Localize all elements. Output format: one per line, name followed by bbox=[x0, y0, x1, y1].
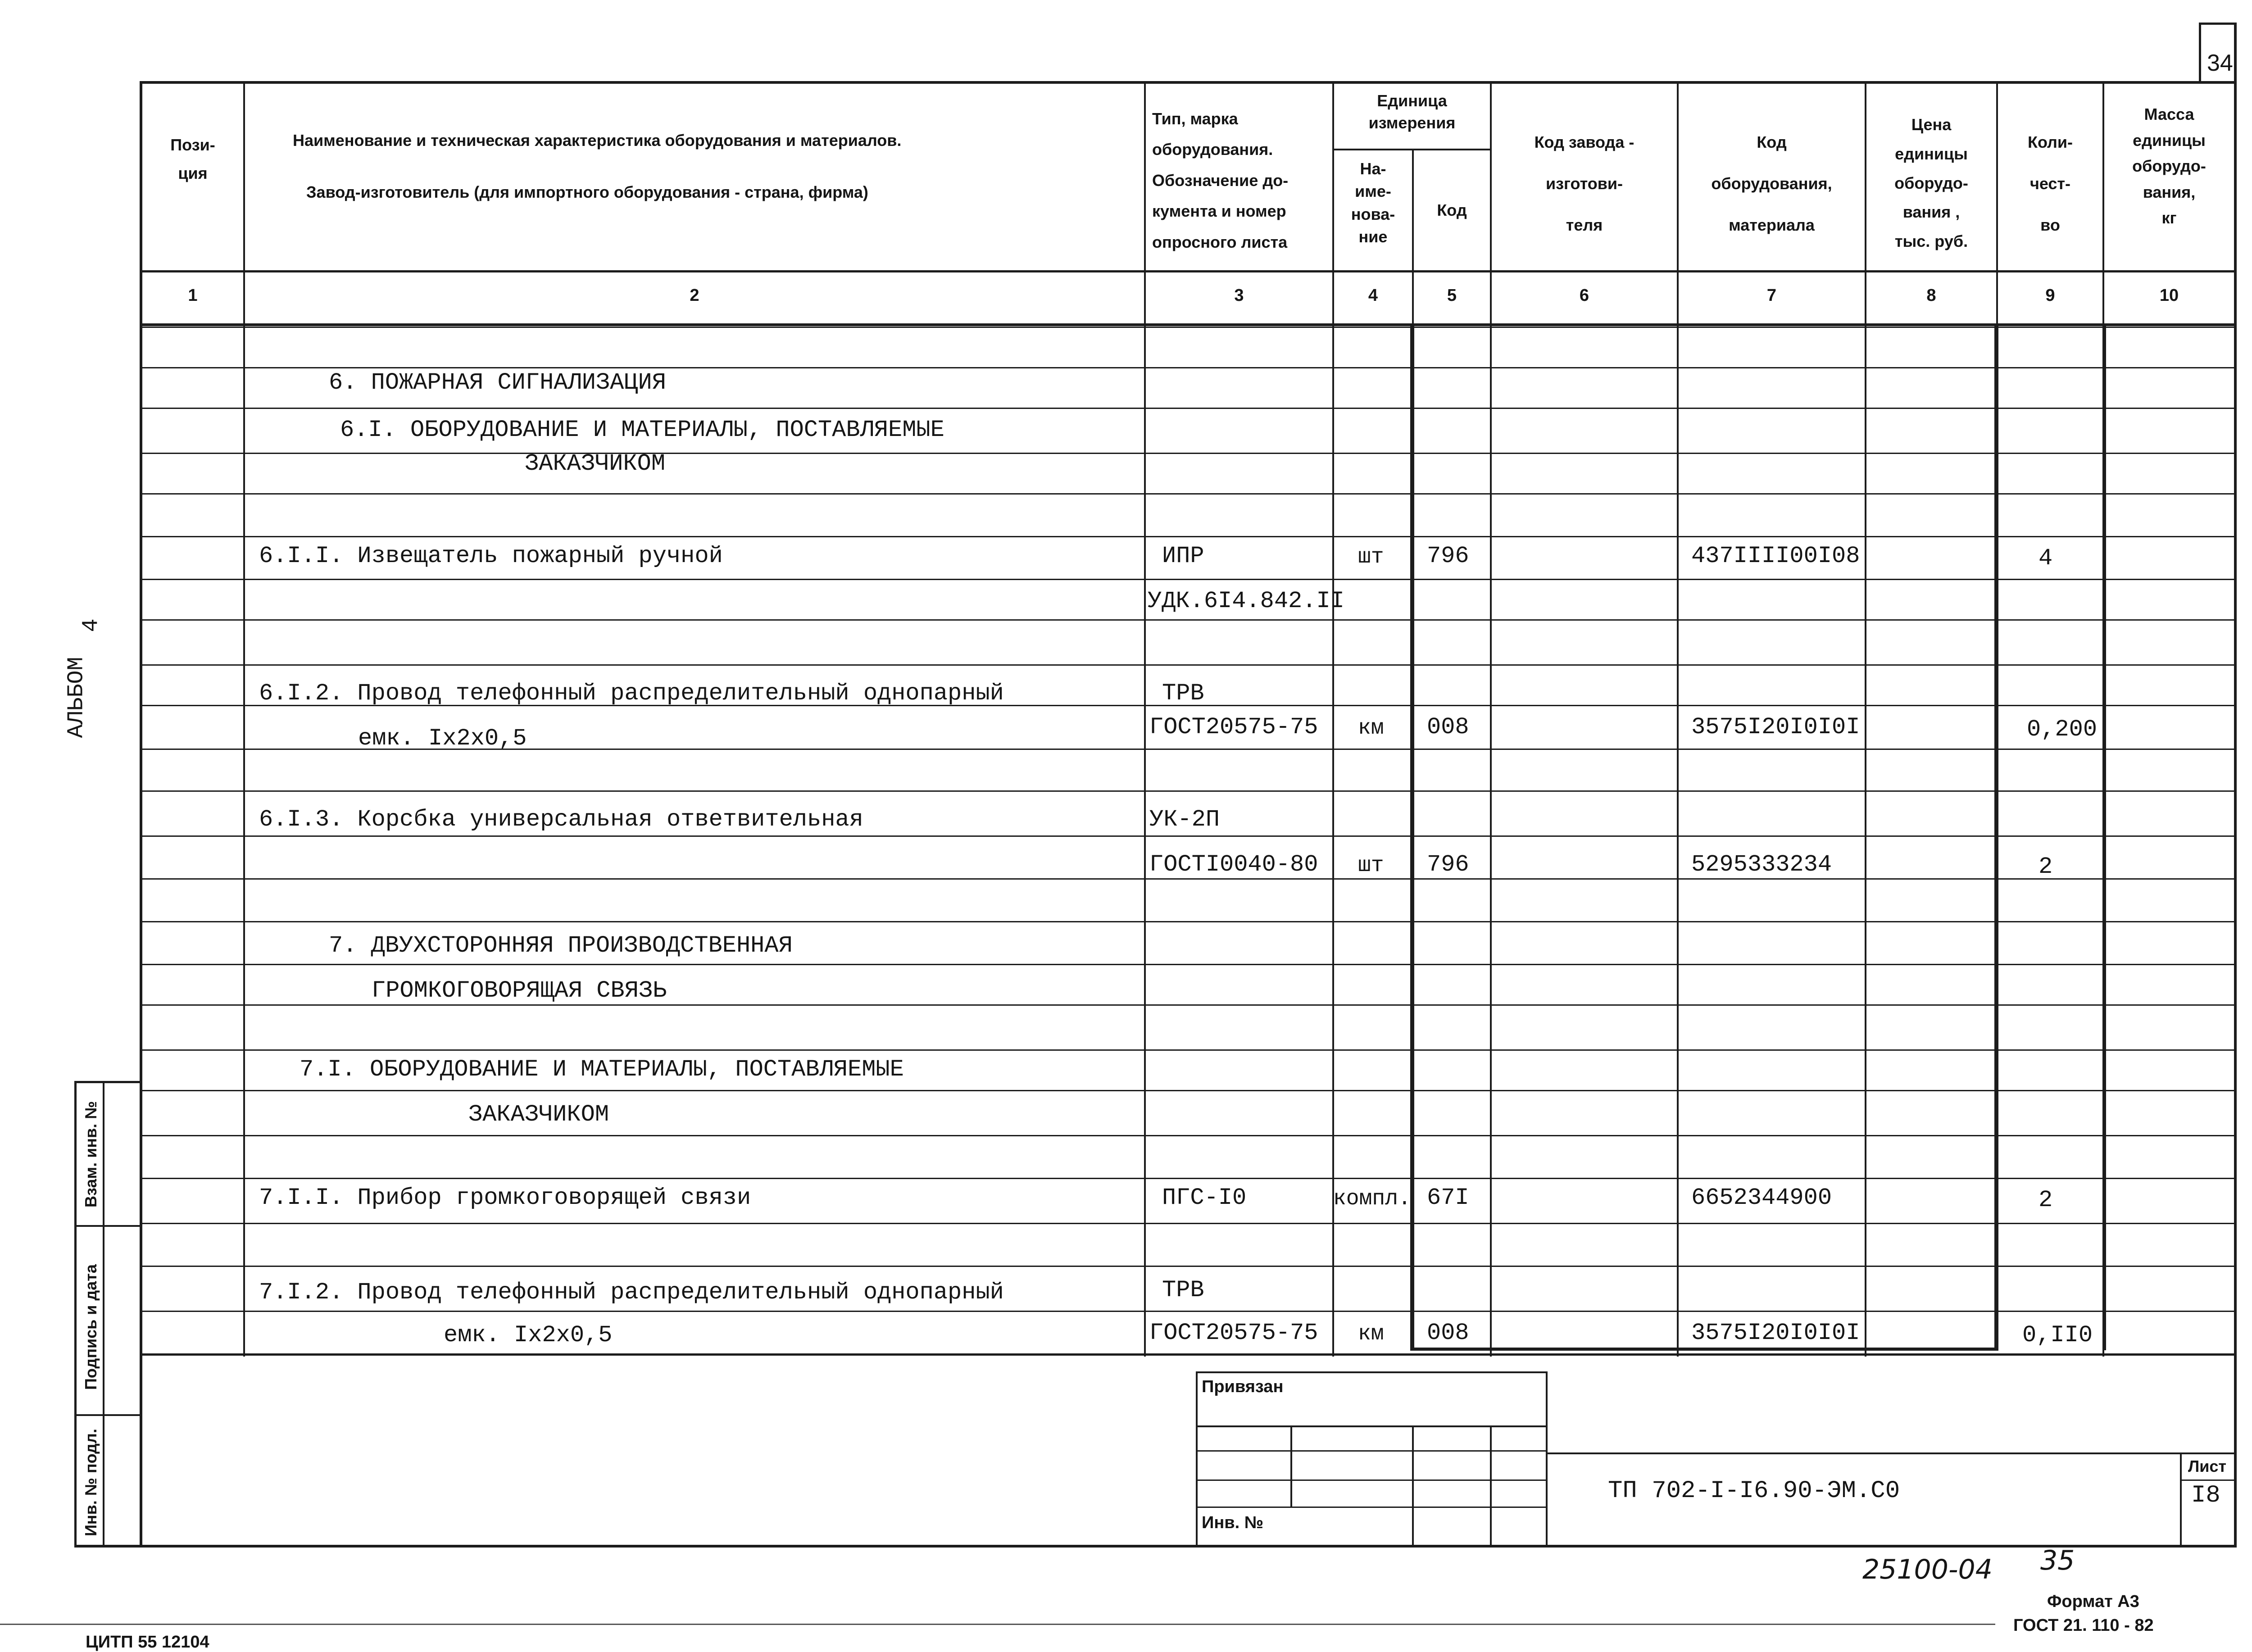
header-type-doc: Тип, марка оборудования. Обозначение до- кумента и номер опросного листа bbox=[1152, 109, 1289, 251]
header-name-line2: Завод-изготовитель (для импортного оборудования - страна, фирма) bbox=[306, 183, 868, 201]
item-name: 6.I.2. Провод телефонный распределительный однопарный bbox=[259, 680, 1004, 707]
page-number: 34 bbox=[2207, 50, 2233, 76]
album-number: 4 bbox=[78, 618, 104, 632]
handwritten-page: 35 bbox=[2040, 1545, 2075, 1576]
item-quantity: 2 bbox=[2039, 1187, 2053, 1213]
item-doc: ГОСТ20575-75 bbox=[1149, 714, 1318, 740]
section-7-1-title-line2: ЗАКАЗЧИКОМ bbox=[468, 1101, 609, 1128]
item-type: ТРВ bbox=[1162, 1277, 1204, 1303]
item-name: 6.I.I. Извещатель пожарный ручной bbox=[259, 543, 723, 569]
item-type: ТРВ bbox=[1162, 680, 1204, 707]
item-doc: ГОСТ20575-75 bbox=[1149, 1320, 1318, 1346]
item-code: 437IIII00I08 bbox=[1691, 543, 1860, 569]
header-equipment-code: Код оборудования, материала bbox=[1711, 133, 1832, 234]
item-name: 6.I.3. Корсбка универсальная ответвительная bbox=[259, 806, 863, 833]
header-unit-code: Код bbox=[1437, 201, 1467, 219]
item-code: 3575I20I0I0I bbox=[1691, 1320, 1860, 1346]
column-number: 8 bbox=[1926, 286, 1936, 305]
column-number: 9 bbox=[2045, 286, 2055, 305]
column-number: 5 bbox=[1447, 286, 1457, 305]
header-name-line1: Наименование и техническая характеристика оборудования и материалов. bbox=[293, 131, 902, 150]
item-unit: шт bbox=[1358, 545, 1384, 569]
item-type: ИПР bbox=[1162, 543, 1204, 569]
item-type: УК-2П bbox=[1149, 806, 1220, 833]
item-name: 7.I.2. Провод телефонный распределительный однопарный bbox=[259, 1279, 1004, 1306]
column-number: 3 bbox=[1234, 286, 1244, 305]
header-position: Пози- ция bbox=[170, 136, 215, 182]
privyazan-label: Привязан bbox=[1202, 1377, 1284, 1396]
section-7-title-line2: ГРОМКОГОВОРЯЩАЯ СВЯЗЬ bbox=[372, 977, 667, 1004]
item-unit-code: 008 bbox=[1427, 1320, 1469, 1346]
gost-label: ГОСТ 21. 110 - 82 bbox=[2013, 1616, 2154, 1635]
section-6-1-title-line2: ЗАКАЗЧИКОМ bbox=[525, 450, 666, 477]
item-quantity: 4 bbox=[2039, 545, 2053, 572]
column-number: 10 bbox=[2159, 286, 2179, 305]
section-6-title: 6. ПОЖАРНАЯ СИГНАЛИЗАЦИЯ bbox=[329, 369, 666, 396]
header-quantity: Коли- чест- во bbox=[2027, 133, 2073, 234]
item-quantity: 0,200 bbox=[2027, 716, 2098, 743]
column-number: 2 bbox=[690, 286, 699, 305]
item-name: 7.I.I. Прибор громкоговорящей связи bbox=[259, 1185, 751, 1211]
item-quantity: 2 bbox=[2039, 853, 2053, 880]
format-label: Формат А3 bbox=[2047, 1592, 2139, 1611]
header-mass: Масса единицы оборудо- вания, кг bbox=[2132, 105, 2206, 227]
item-name-line2: емк. Iх2х0,5 bbox=[358, 725, 527, 752]
item-unit-code: 67I bbox=[1427, 1185, 1469, 1211]
item-unit-code: 796 bbox=[1427, 851, 1469, 878]
header-factory-code: Код завода - изготови- теля bbox=[1534, 133, 1635, 234]
item-code: 6652344900 bbox=[1691, 1185, 1832, 1211]
item-code: 3575I20I0I0I bbox=[1691, 714, 1860, 740]
podpis-data-label: Подпись и дата bbox=[82, 1264, 100, 1390]
section-7-1-title-line1: 7.I. ОБОРУДОВАНИЕ И МАТЕРИАЛЫ, ПОСТАВЛЯЕМЫЕ bbox=[300, 1056, 904, 1083]
header-unit-name: На- име- нова- ние bbox=[1351, 159, 1395, 246]
handwritten-number: 25100-04 bbox=[1862, 1554, 1993, 1585]
item-type: ПГС-I0 bbox=[1162, 1185, 1247, 1211]
vzam-inv-label: Взам. инв. № bbox=[82, 1101, 100, 1207]
stamp-inv-label: Инв. № bbox=[1202, 1513, 1264, 1532]
item-unit-code: 008 bbox=[1427, 714, 1469, 740]
item-doc: ГОСТI0040-80 bbox=[1149, 851, 1318, 878]
sheet-number: I8 bbox=[2191, 1482, 2220, 1509]
item-code: 5295333234 bbox=[1691, 851, 1832, 878]
section-6-1-title-line1: 6.I. ОБОРУДОВАНИЕ И МАТЕРИАЛЫ, ПОСТАВЛЯЕМЫЕ bbox=[340, 417, 944, 443]
item-quantity: 0,II0 bbox=[2022, 1322, 2093, 1348]
item-unit-code: 796 bbox=[1427, 543, 1469, 569]
item-unit: км bbox=[1358, 1322, 1384, 1346]
column-number: 4 bbox=[1368, 286, 1378, 305]
album-label bbox=[63, 618, 135, 802]
header-price: Цена единицы оборудо- вания , тыс. руб. bbox=[1894, 115, 1968, 251]
column-number: 7 bbox=[1766, 286, 1777, 305]
column-number: 1 bbox=[188, 286, 198, 305]
inv-podl-label: Инв. № подл. bbox=[82, 1429, 100, 1536]
column-number: 6 bbox=[1579, 286, 1589, 305]
citp-label: ЦИТП 55 12104 bbox=[86, 1633, 209, 1652]
section-7-title-line1: 7. ДВУХСТОРОННЯЯ ПРОИЗВОДСТВЕННАЯ bbox=[329, 932, 793, 959]
item-unit: км bbox=[1358, 716, 1384, 740]
album-text: АЛЬБОМ bbox=[64, 657, 90, 738]
sheet-label: Лист bbox=[2188, 1457, 2227, 1475]
header-unit-group: Единица измерения bbox=[1368, 91, 1456, 132]
document-code: ТП 702-I-I6.90-ЭМ.С0 bbox=[1608, 1477, 1900, 1505]
item-name-line2: емк. Iх2х0,5 bbox=[444, 1322, 613, 1348]
item-unit: компл. bbox=[1333, 1187, 1411, 1211]
item-doc: УДК.6I4.842.II bbox=[1148, 588, 1344, 614]
item-unit: шт bbox=[1358, 853, 1384, 878]
